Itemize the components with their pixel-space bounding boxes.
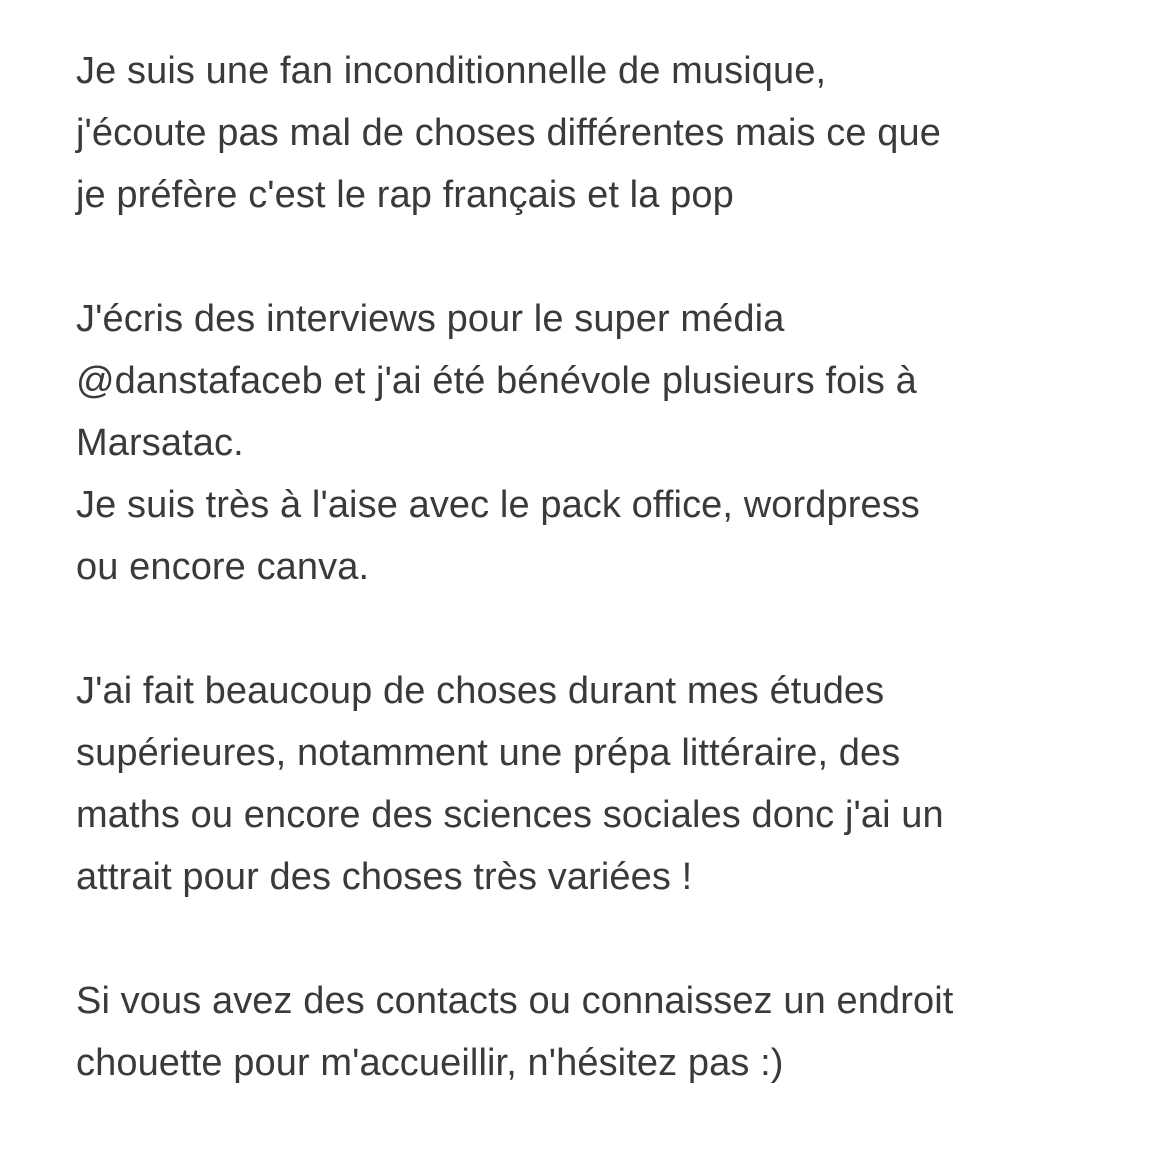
paragraph-spacer — [76, 598, 1136, 660]
text-line: chouette pour m'accueillir, n'hésitez pas :) — [76, 1042, 784, 1084]
paragraph-contact — [76, 970, 1136, 1094]
text-line: ou encore canva. — [76, 546, 370, 588]
text-line: Si vous avez des contacts ou connaissez un endroit — [76, 980, 954, 1022]
text-line: J'ai fait beaucoup de choses durant mes études — [76, 670, 885, 712]
paragraph-studies — [76, 660, 1136, 908]
text-line: j'écoute pas mal de choses différentes mais ce que — [76, 112, 941, 154]
text-line: Marsatac. — [76, 422, 244, 464]
text-line: Je suis une fan inconditionnelle de musique, — [76, 50, 827, 92]
text-line: supérieures, notamment une prépa littéraire, des — [76, 732, 901, 774]
text-line: attrait pour des choses très variées ! — [76, 856, 693, 898]
paragraph-music — [76, 40, 1136, 226]
text-line: maths ou encore des sciences sociales donc j'ai un — [76, 794, 944, 836]
paragraph-spacer — [76, 226, 1136, 288]
paragraph-spacer — [76, 908, 1136, 970]
text-line: je préfère c'est le rap français et la pop — [76, 174, 734, 216]
paragraph-experience — [76, 288, 1136, 598]
text-line: Je suis très à l'aise avec le pack office, wordpress — [76, 484, 920, 526]
text-line: @danstafaceb et j'ai été bénévole plusieurs fois à — [76, 360, 917, 402]
note-text-body — [76, 40, 1136, 1094]
text-line: J'écris des interviews pour le super média — [76, 298, 785, 340]
